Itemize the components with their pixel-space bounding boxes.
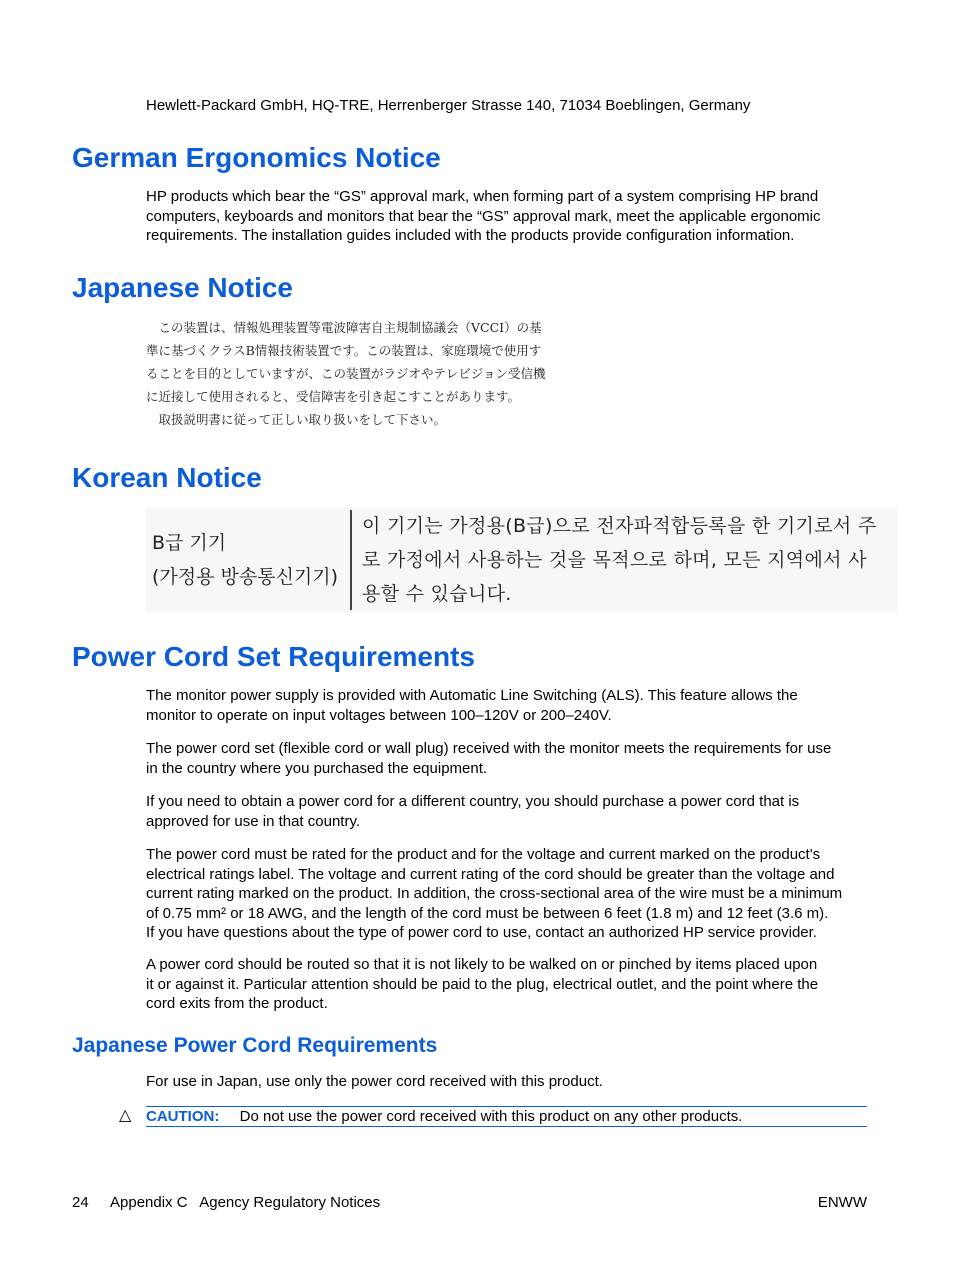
korean-class-line: (가정용 방송통신기기): [152, 566, 339, 588]
address-line: Hewlett-Packard GmbH, HQ-TRE, Herrenberger Strasse 140, 71034 Boeblingen, Germany: [146, 97, 751, 114]
japanese-notice-text: [146, 316, 616, 431]
text-line: If you have questions about the type of power cord to use, contact an authorized HP service provider.: [146, 924, 817, 941]
caution-note: [146, 1107, 742, 1127]
text-line: The monitor power supply is provided with Automatic Line Switching (ALS). This feature allows the: [146, 687, 798, 704]
jp-line: この装置は、情報処理装置等電波障害自主規制協議会（VCCI）の基: [146, 320, 542, 335]
text-line: in the country where you purchased the equipment.: [146, 759, 488, 777]
jp-line: ることを目的としていますが、この装置がラジオやテレビジョン受信機: [146, 366, 546, 381]
footer-page-number: 24: [72, 1194, 89, 1211]
korean-line: 이 기기는 가정용(B급)으로 전자파적합등록을 한 기기로서 주: [362, 515, 877, 537]
text-line: The power cord must be rated for the product and for the voltage and current marked on the product's: [146, 846, 821, 863]
text-line: approved for use in that country.: [146, 812, 361, 830]
korean-notice-text: [362, 509, 877, 611]
footer-right-label: ENWW: [817, 1194, 867, 1211]
text-line: cord exits from the product.: [146, 995, 328, 1012]
caution-bottom-rule: [146, 1126, 867, 1127]
korean-notice-heading: Korean Notice: [72, 462, 262, 493]
jp-line: 取扱説明書に従って正しい取り扱いをして下さい。: [146, 412, 447, 427]
text-line: requirements. The installation guides included with the products provide configuration information.: [146, 227, 795, 244]
jp-line: に近接して使用されると、受信障害を引き起こすことがあります。: [146, 389, 521, 404]
japanese-power-cord-paragraph: For use in Japan, use only the power cord received with this product.: [146, 1073, 603, 1090]
korean-notice-image: [146, 508, 898, 612]
caution-text: Do not use the power cord received with this product on any other products.: [239, 1108, 743, 1125]
text-line: A power cord should be routed so that it is not likely to be walked on or pinched by items placed upon: [146, 956, 818, 973]
text-line: computers, keyboards and monitors that bear the “GS” approval mark, meet the applicable ergonomic: [146, 207, 821, 225]
text-line: HP products which bear the “GS” approval mark, when forming part of a system comprising HP brand: [146, 188, 819, 205]
text-line: electrical ratings label. The voltage and current rating of the cord should be greater than the voltage and: [146, 865, 835, 883]
german-ergonomics-paragraph: [146, 187, 876, 246]
german-ergonomics-heading: German Ergonomics Notice: [72, 142, 441, 173]
text-line: it or against it. Particular attention should be paid to the plug, electrical outlet, and the point where the: [146, 975, 819, 993]
power-cord-paragraph-4: [146, 845, 876, 943]
power-cord-paragraph-2: [146, 739, 876, 778]
caution-triangle-icon: △: [119, 1107, 132, 1124]
korean-divider: [350, 510, 352, 610]
text-line: The power cord set (flexible cord or wall plug) received with the monitor meets the requirements for use: [146, 740, 832, 757]
korean-line: 용할 수 있습니다.: [362, 583, 512, 605]
text-line: current rating marked on the product. In addition, the cross-sectional area of the wire must be a minimum: [146, 885, 843, 902]
korean-line: 로 가정에서 사용하는 것을 목적으로 하며, 모든 지역에서 사: [362, 549, 867, 571]
japanese-power-cord-heading: Japanese Power Cord Requirements: [72, 1034, 438, 1057]
text-line: monitor to operate on input voltages between 100–120V or 200–240V.: [146, 706, 612, 724]
korean-class-line: B급 기기: [152, 532, 227, 554]
footer-section: Appendix C Agency Regulatory Notices: [110, 1194, 381, 1211]
power-cord-paragraph-5: [146, 955, 876, 1014]
power-cord-heading: Power Cord Set Requirements: [72, 641, 475, 672]
caution-label: CAUTION:: [146, 1108, 220, 1125]
text-line: If you need to obtain a power cord for a different country, you should purchase a power cord that is: [146, 793, 800, 810]
power-cord-paragraph-3: [146, 792, 876, 831]
text-line: of 0.75 mm² or 18 AWG, and the length of the cord must be between 6 feet (1.8 m) and 12 feet (3.6 m).: [146, 904, 829, 922]
power-cord-paragraph-1: [146, 686, 876, 725]
jp-line: 準に基づくクラスB情報技術装置です。この装置は、家庭環境で使用す: [146, 343, 542, 358]
japanese-notice-heading: Japanese Notice: [72, 272, 293, 303]
korean-class-label: [152, 526, 338, 594]
